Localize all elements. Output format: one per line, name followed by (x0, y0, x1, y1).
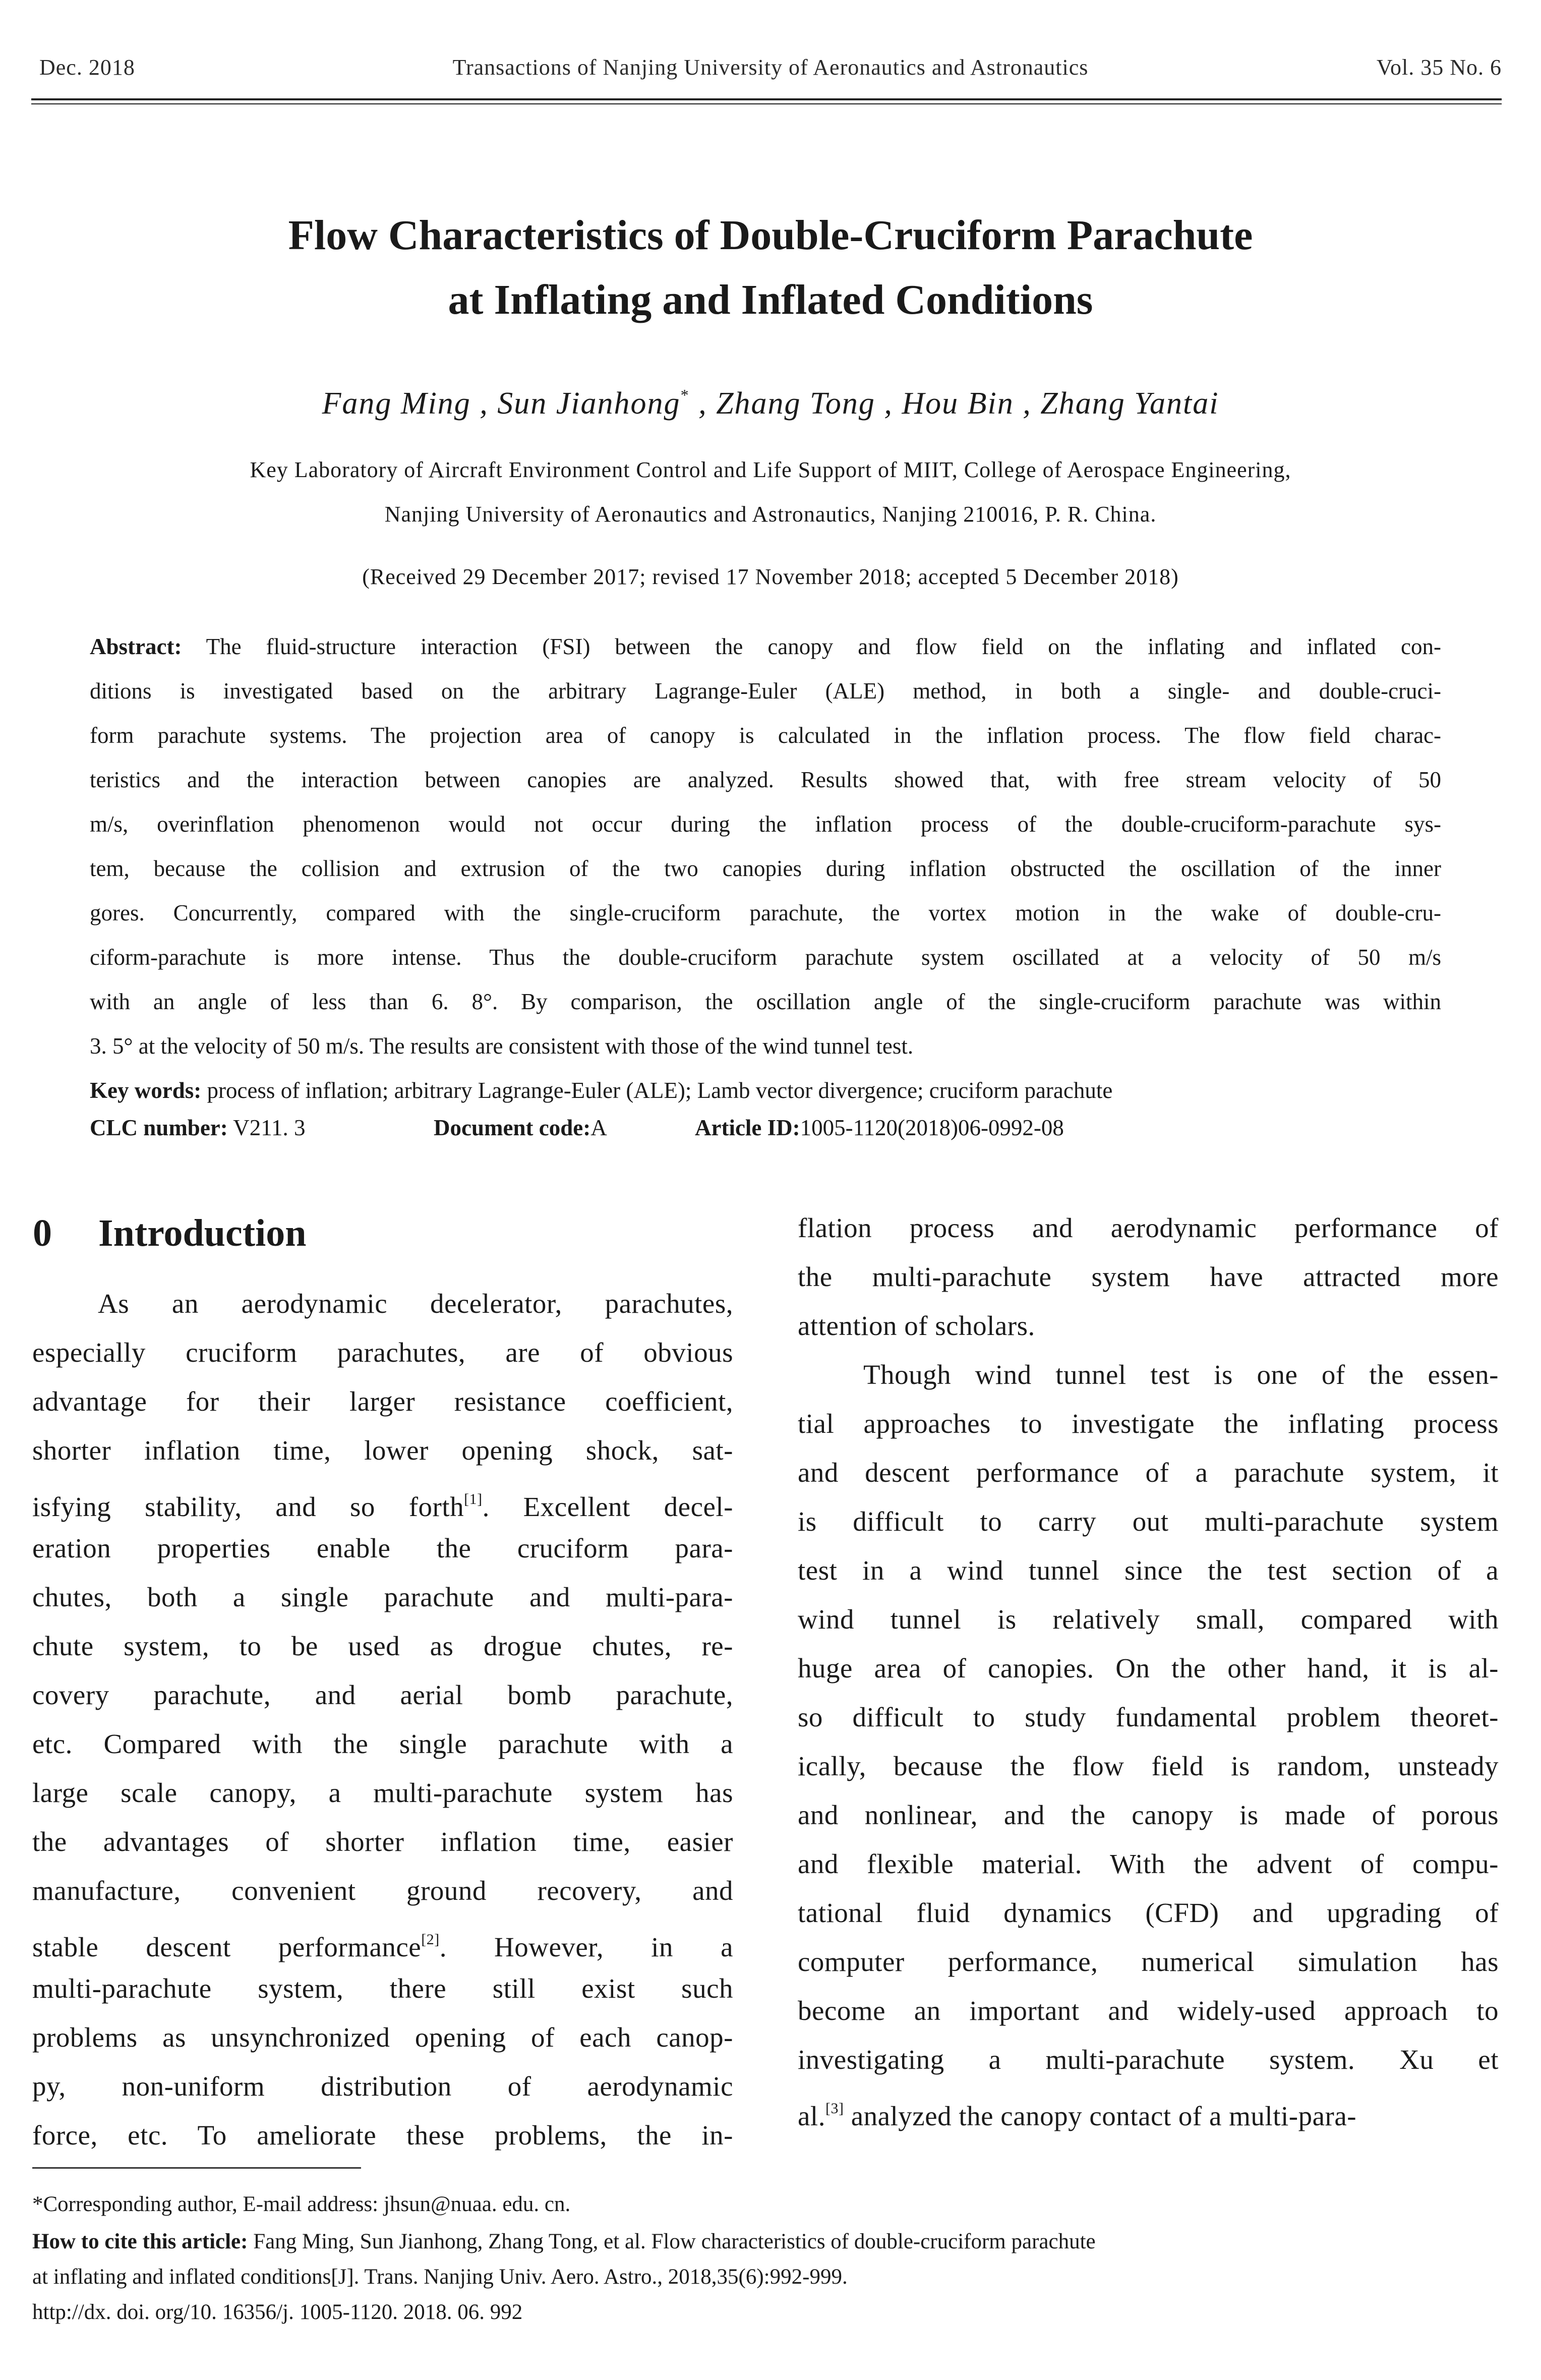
corresponding-author-mark: * (680, 386, 690, 404)
citation-ref-1: [1] (464, 1491, 483, 1507)
paragraph-line: eration properties enable the cruciform para- (32, 1533, 733, 1563)
paragraph-line: and nonlinear, and the canopy is made of porous (798, 1799, 1499, 1830)
paragraph-line: the advantages of shorter inflation time, easier (32, 1826, 733, 1857)
paragraph-line: the multi-parachute system have attracted more (798, 1261, 1499, 1292)
clc-number: CLC number: V211. 3 (90, 1115, 306, 1140)
paragraph-line: wind tunnel is relatively small, compared with (798, 1604, 1499, 1635)
left-column (32, 1279, 733, 2160)
paragraph-line: stable descent performance[2]. However, in a (32, 1931, 733, 1962)
abstract-line: tem, because the collision and extrusion of the two canopies during inflation obstructed the oscillation of the inner (90, 856, 1441, 881)
paragraph-line: manufacture, convenient ground recovery, and (32, 1875, 733, 1906)
running-header-date: Dec. 2018 (39, 55, 135, 80)
paragraph-line: chute system, to be used as drogue chutes, re- (32, 1631, 733, 1661)
paragraph-line: ically, because the flow field is random, unsteady (798, 1751, 1499, 1781)
abstract-line: Abstract: The fluid-structure interaction (FSI) between the canopy and flow field on the inflating and inflated con- (90, 634, 1441, 659)
paragraph-line: py, non-uniform distribution of aerodynamic (32, 2071, 733, 2102)
affiliation-line2: Nanjing University of Aeronautics and Astronautics, Nanjing 210016, P. R. China. (384, 502, 1157, 527)
header-rule-top (31, 98, 1502, 100)
header-rule-bottom (31, 103, 1502, 104)
running-header-volume: Vol. 35 No. 6 (1376, 55, 1502, 80)
doi-link[interactable]: http://dx. doi. org/10. 16356/j. 1005-1120. 2018. 06. 992 (32, 2300, 523, 2324)
citation-ref-2: [2] (421, 1931, 440, 1948)
citation-footnote: How to cite this article: Fang Ming, Sun Jianhong, Zhang Tong, et al. Flow characteristics of double-cruciform parachute at inflating and inflated conditions[J]. Trans. Nanjing Univ. Aero. Astro., 2018,35(6):992-999. http://dx. doi. org/10. 16356/j. 1005-1120. 2018. 06. 992 (32, 2224, 1507, 2330)
received-dates: (Received 29 December 2017; revised 17 November 2018; accepted 5 December 2018) (362, 564, 1179, 589)
document-code: Document code:A (434, 1115, 607, 1140)
affiliation-line1: Key Laboratory of Aircraft Environment Control and Life Support of MIIT, College of Aerospace Engineering, (250, 457, 1291, 482)
abstract-line: m/s, overinflation phenomenon would not occur during the inflation process of the double-cruciform-parachute sys- (90, 811, 1441, 837)
section-title: Introduction (98, 1212, 307, 1254)
abstract-line: with an angle of less than 6. 8°. By comparison, the oscillation angle of the single-cruciform parachute was within (90, 989, 1441, 1014)
article-id: Article ID:1005-1120(2018)06-0992-08 (695, 1115, 1064, 1140)
abstract-line: ditions is investigated based on the arbitrary Lagrange-Euler (ALE) method, in both a single- and double-cruci- (90, 678, 1441, 704)
paragraph-line: multi-parachute system, there still exist such (32, 1973, 733, 2004)
paper-title-line1: Flow Characteristics of Double-Cruciform Parachute (288, 212, 1253, 259)
paragraph-line: al.[3] analyzed the canopy contact of a multi-para- (798, 2100, 1357, 2131)
paragraph-line: become an important and widely-used approach to (798, 1995, 1499, 2026)
keywords-text: process of inflation; arbitrary Lagrange-Euler (ALE); Lamb vector divergence; cruciform parachute (207, 1078, 1113, 1103)
authors-rest: , Zhang Tong , Hou Bin , Zhang Yantai (698, 386, 1219, 421)
paragraph-line: and flexible material. With the advent of compu- (798, 1848, 1499, 1879)
paragraph-line: force, etc. To ameliorate these problems, the in- (32, 2120, 733, 2151)
section-number: 0 (33, 1212, 52, 1254)
abstract-line: gores. Concurrently, compared with the single-cruciform parachute, the vortex motion in the wake of double-cru- (90, 900, 1441, 925)
abstract-line: teristics and the interaction between canopies are analyzed. Results showed that, with free stream velocity of 50 (90, 767, 1441, 792)
paragraph-line: test in a wind tunnel since the test section of a (798, 1555, 1499, 1586)
paragraph-line: chutes, both a single parachute and multi-para- (32, 1582, 733, 1612)
paragraph-line: investigating a multi-parachute system. Xu et (798, 2044, 1499, 2075)
citation-ref-3: [3] (825, 2100, 844, 2117)
right-column (798, 1203, 1499, 2133)
paragraph-line: Though wind tunnel test is one of the essen- (863, 1359, 1499, 1390)
paragraph-line: shorter inflation time, lower opening shock, sat- (32, 1435, 733, 1466)
paper-title-line2: at Inflating and Inflated Conditions (448, 276, 1093, 323)
keywords-label: Key words: (90, 1078, 202, 1103)
paragraph-line: computer performance, numerical simulation has (798, 1946, 1499, 1977)
paragraph-line: attention of scholars. (798, 1310, 1035, 1341)
corresponding-author-footnote: *Corresponding author, E-mail address: jhsun@nuaa. edu. cn. (32, 2192, 571, 2216)
section-heading-introduction (33, 1211, 306, 1255)
paragraph-line: problems as unsynchronized opening of each canop- (32, 2022, 733, 2053)
abstract-label: Abstract: (90, 634, 182, 659)
paragraph-line: flation process and aerodynamic performance of (798, 1212, 1499, 1243)
paragraph-line: etc. Compared with the single parachute with a (32, 1728, 733, 1759)
author-list (0, 386, 1541, 422)
paragraph-line: As an aerodynamic decelerator, parachutes, (98, 1288, 733, 1319)
abstract-line: form parachute systems. The projection area of canopy is calculated in the inflation process. The flow field charac- (90, 723, 1441, 748)
abstract (90, 624, 1441, 1113)
running-header-journal: Transactions of Nanjing University of Aeronautics and Astronautics (452, 55, 1089, 80)
paragraph-line: advantage for their larger resistance coefficient, (32, 1386, 733, 1417)
keywords (90, 1068, 1441, 1113)
paragraph-line: is difficult to carry out multi-parachute system (798, 1506, 1499, 1537)
abstract-line: ciform-parachute is more intense. Thus the double-cruciform parachute system oscillated at a velocity of 50 m/s (90, 945, 1441, 970)
paragraph-line: especially cruciform parachutes, are of obvious (32, 1337, 733, 1368)
footnote-rule (32, 2167, 361, 2169)
paragraph-line: tial approaches to investigate the inflating process (798, 1408, 1499, 1439)
paragraph-line: covery parachute, and aerial bomb parachute, (32, 1679, 733, 1710)
paragraph-line: so difficult to study fundamental problem theoret- (798, 1702, 1499, 1732)
paragraph-line: isfying stability, and so forth[1]. Excellent decel- (32, 1491, 733, 1522)
paragraph-line: and descent performance of a parachute system, it (798, 1457, 1499, 1488)
paragraph-line: huge area of canopies. On the other hand, it is al- (798, 1653, 1499, 1684)
abstract-line: 3. 5° at the velocity of 50 m/s. The results are consistent with those of the wind tunnel test. (90, 1033, 914, 1059)
cite-label: How to cite this article: (32, 2230, 248, 2253)
paragraph-line: large scale canopy, a multi-parachute system has (32, 1777, 733, 1808)
paragraph-line: tational fluid dynamics (CFD) and upgrading of (798, 1897, 1499, 1928)
authors-text: Fang Ming , Sun Jianhong (322, 386, 681, 421)
